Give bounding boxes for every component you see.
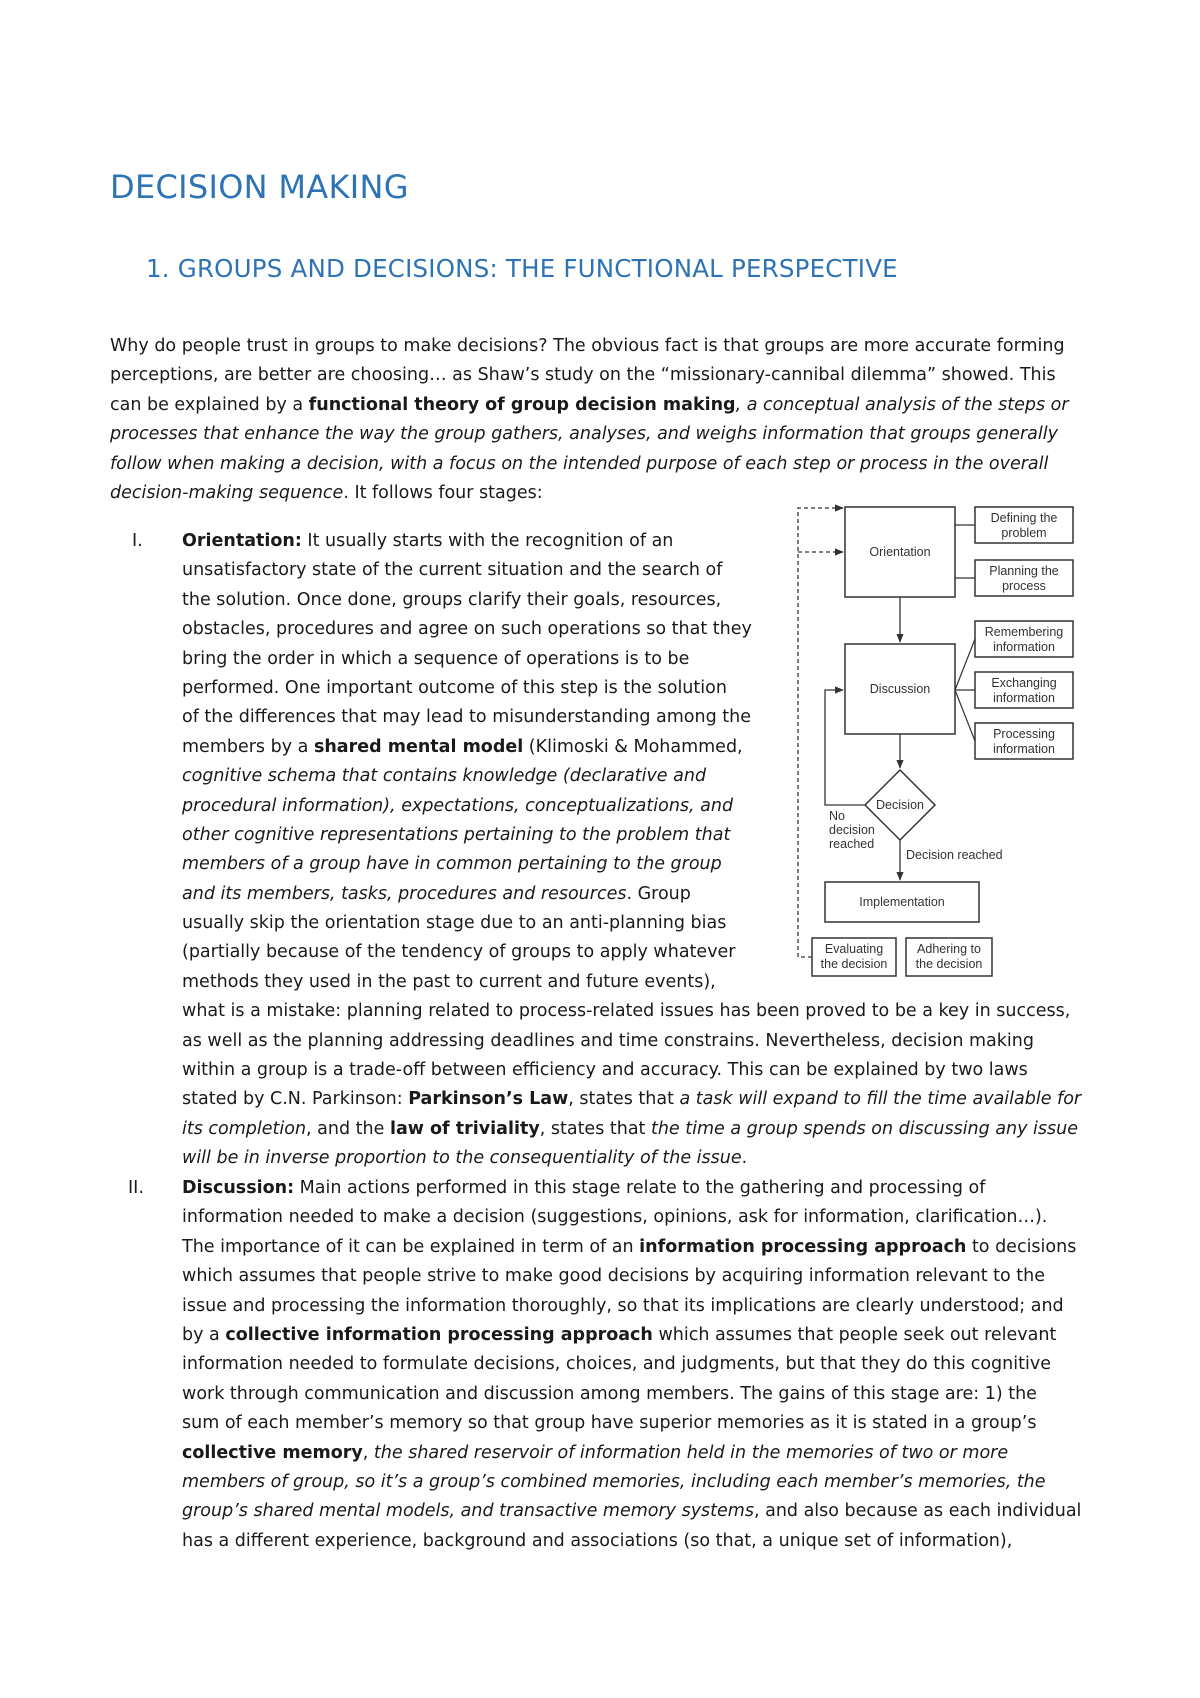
- text-run: can be explained by a: [110, 394, 309, 415]
- box-label: information: [993, 640, 1055, 654]
- text-line: what is a mistake: planning related to process-related issues has been proved to be a key in success,: [182, 1001, 1071, 1022]
- text-line: work through communication and discussion among members. The gains of this stage are: 1) the: [182, 1383, 1037, 1404]
- decision-process-diagram: [788, 500, 1088, 980]
- definition-italic: , a conceptual analysis of the steps or: [735, 394, 1069, 415]
- box-label: problem: [1001, 526, 1047, 540]
- text-line: the solution. Once done, groups clarify their goals, resources,: [182, 589, 722, 610]
- definition-italic: processes that enhance the way the group gathers, analyses, and weighs information that groups generally: [110, 424, 1058, 445]
- text-run: It usually starts with the recognition of an: [301, 531, 674, 551]
- text-line: Why do people trust in groups to make decisions? The obvious fact is that groups are more accurate forming: [110, 336, 1065, 356]
- definition-italic: procedural information), expectations, conceptualizations, and: [182, 795, 734, 816]
- text-line: (partially because of the tendency of groups to apply whatever: [182, 942, 736, 963]
- text-line: performed. One important outcome of this step is the solution: [182, 677, 727, 698]
- term-bold: Orientation:: [182, 531, 302, 551]
- discussion-label: Discussion: [869, 682, 931, 696]
- text-line: as well as the planning addressing deadlines and time constrains. Nevertheless, decision making: [182, 1030, 1034, 1051]
- list-numeral: I.: [132, 531, 143, 551]
- box-label: Defining the: [990, 511, 1058, 525]
- text-line: [110, 1497, 1110, 1526]
- box-label: Exchanging: [991, 676, 1057, 690]
- text-run: , and also because as each individual: [753, 1501, 1082, 1522]
- term-bold: functional theory of group decision making: [308, 394, 736, 415]
- text-run: , states that: [568, 1089, 680, 1110]
- text-line: [110, 420, 1110, 449]
- text-run: (Klimoski & Mohammed,: [523, 736, 743, 757]
- intro-paragraph: [110, 332, 1110, 508]
- box-label: the decision: [820, 957, 888, 971]
- text-line: [110, 1439, 1110, 1468]
- text-line: [110, 1468, 1110, 1497]
- text-line: [110, 391, 1110, 420]
- text-run: .: [741, 1148, 748, 1169]
- diagram-svg: [788, 500, 1088, 980]
- text-line: [110, 1321, 1110, 1350]
- definition-italic: and its members, tasks, procedures and resources: [182, 883, 627, 904]
- decision-label: Decision: [876, 798, 924, 812]
- text-line: sum of each member’s memory so that group have superior memories as it is stated in a group’s: [182, 1413, 1037, 1434]
- text-run: The importance of it can be explained in term of an: [182, 1236, 640, 1257]
- box-label: process: [1002, 579, 1046, 593]
- text-run: , and the: [306, 1118, 390, 1139]
- implementation-label: Implementation: [859, 895, 945, 909]
- text-line: [110, 1115, 1110, 1144]
- text-run: members by a: [182, 736, 314, 757]
- text-run: by a: [182, 1324, 226, 1345]
- definition-italic: will be in inverse proportion to the consequentiality of the issue: [182, 1148, 742, 1169]
- text-line: [110, 1174, 1110, 1203]
- text-line: perceptions, are better are choosing… as Shaw’s study on the “missionary-cannibal dilemma” showed. This: [110, 365, 1056, 386]
- list-numeral: II.: [128, 1178, 144, 1198]
- text-run: Main actions performed in this stage relate to the gathering and processing of: [294, 1178, 986, 1198]
- box-label: Adhering to: [917, 942, 981, 956]
- text-line: obstacles, procedures and agree on such operations so that they: [182, 619, 752, 640]
- no-decision-label: No: [829, 809, 845, 823]
- text-line: [110, 1233, 1110, 1262]
- text-line: of the differences that may lead to misunderstanding among the: [182, 707, 751, 728]
- term-bold: law of triviality: [389, 1118, 540, 1139]
- definition-italic: cognitive schema that contains knowledge (declarative and: [182, 766, 707, 787]
- text-line: has a different experience, background and associations (so that, a unique set of information),: [182, 1530, 1013, 1551]
- term-bold: information processing approach: [639, 1236, 967, 1257]
- definition-italic: the time a group spends on discussing any issue: [650, 1118, 1079, 1139]
- term-bold: Discussion:: [182, 1178, 295, 1198]
- no-decision-label: reached: [829, 837, 875, 851]
- box-label: information: [993, 742, 1055, 756]
- text-run: stated by C.N. Parkinson:: [182, 1089, 409, 1110]
- text-line: information needed to make a decision (suggestions, opinions, ask for information, clarification…).: [182, 1207, 1048, 1228]
- term-bold: collective memory: [182, 1442, 363, 1463]
- box-label: the decision: [915, 957, 983, 971]
- text-line: [110, 1085, 1110, 1114]
- definition-italic: follow when making a decision, with a focus on the intended purpose of each step or process in the overall: [110, 453, 1049, 474]
- text-line: methods they used in the past to current and future events),: [182, 971, 716, 992]
- term-bold: shared mental model: [313, 736, 524, 757]
- text-run: . Group: [626, 883, 691, 904]
- box-label: information: [993, 691, 1055, 705]
- text-line: information needed to formulate decisions, choices, and judgments, but that they do this cognitive: [182, 1354, 1051, 1375]
- orientation-label: Orientation: [869, 545, 931, 559]
- list-item-discussion: [110, 1174, 1110, 1556]
- definition-italic: other cognitive representations pertaining to the problem that: [182, 824, 731, 845]
- box-label: Planning the: [989, 564, 1059, 578]
- text-run: , states that: [539, 1118, 651, 1139]
- text-line: [110, 1144, 1110, 1173]
- definition-italic: members of group, so it’s a group’s combined memories, including each member’s memories, the: [182, 1471, 1046, 1492]
- text-run: to decisions: [966, 1236, 1077, 1257]
- page-title: DECISION MAKING: [110, 168, 409, 206]
- box-label: Processing: [993, 727, 1055, 741]
- box-label: Remembering: [984, 625, 1064, 639]
- decision-reached-label: Decision reached: [906, 848, 1003, 862]
- definition-italic: group’s shared mental models, and transactive memory systems: [182, 1501, 754, 1522]
- definition-italic: a task will expand to fill the time available for: [679, 1089, 1082, 1110]
- definition-italic: decision-making sequence: [110, 482, 344, 503]
- text-line: issue and processing the information thoroughly, so that its implications are clearly understood; and: [182, 1295, 1064, 1316]
- text-line: usually skip the orientation stage due to an anti-planning bias: [182, 913, 727, 934]
- term-bold: Parkinson’s Law: [408, 1089, 569, 1110]
- box-label: Evaluating: [824, 942, 884, 956]
- text-run: ,: [362, 1442, 374, 1463]
- text-run: which assumes that people seek out relevant: [652, 1324, 1057, 1345]
- text-run: . It follows four stages:: [343, 482, 543, 503]
- definition-italic: members of a group have in common pertaining to the group: [182, 854, 722, 875]
- text-line: which assumes that people strive to make good decisions by acquiring information relevant to the: [182, 1266, 1046, 1287]
- definition-italic: the shared reservoir of information held in the memories of two or more: [373, 1442, 1009, 1463]
- definition-italic: its completion: [182, 1118, 307, 1139]
- term-bold: collective information processing approach: [225, 1324, 653, 1345]
- text-line: [110, 450, 1110, 479]
- text-line: bring the order in which a sequence of operations is to be: [182, 648, 690, 669]
- no-decision-label: decision: [829, 823, 875, 837]
- section-heading: 1. GROUPS AND DECISIONS: THE FUNCTIONAL PERSPECTIVE: [146, 254, 898, 283]
- text-line: unsatisfactory state of the current situation and the search of: [182, 560, 723, 581]
- text-line: within a group is a trade-off between efficiency and accuracy. This can be explained by two laws: [182, 1060, 1028, 1081]
